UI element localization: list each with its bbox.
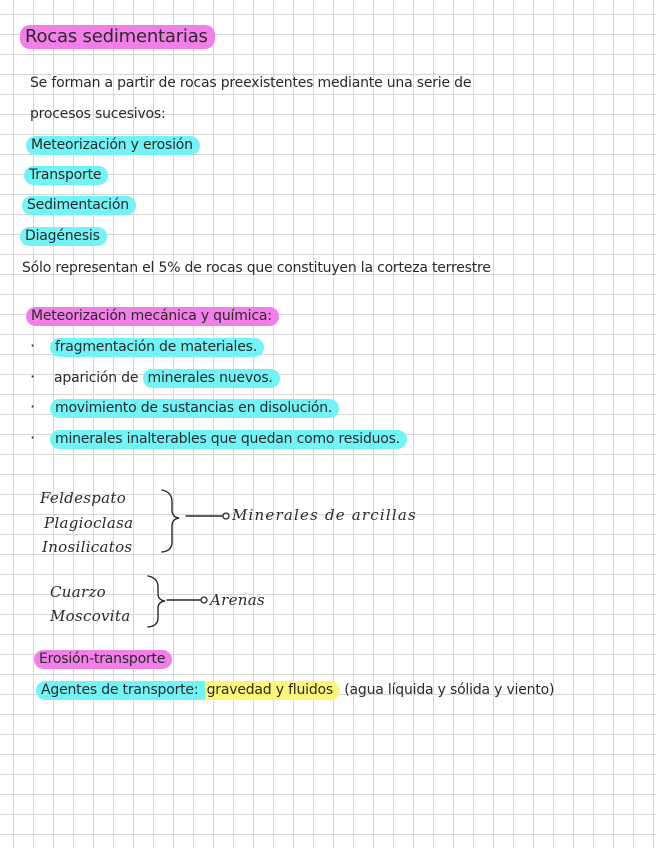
bullet-dot: · [30,428,36,447]
step-meteorizacion-text: Meteorización y erosión [26,136,200,155]
intro-line-2: procesos sucesivos: [30,106,166,122]
step-diagenesis-text: Diagénesis [20,227,107,246]
step-sedimentacion-text: Sedimentación [22,196,136,215]
arrow-2-head [201,597,207,603]
step-transporte-text: Transporte [24,166,108,185]
mineral-inosilicatos: Inosilicatos [42,538,133,556]
bullet-item-2-highlight: minerales nuevos. [143,369,280,388]
bullet-item-1-text: fragmentación de materiales. [50,338,264,357]
bullet-item-3-text: movimiento de sustancias en disolución. [50,399,339,418]
transport-agents-label: Agentes de transporte: [36,681,205,700]
transport-agents-rest: (agua líquida y sólida y viento) [340,682,555,698]
intro-line-1: Se forman a partir de rocas preexistentes mediante una serie de [30,75,472,91]
erosion-heading-text: Erosión-transporte [34,650,172,669]
mineral-feldespato: Feldespato [40,489,127,507]
bullet-item-4-text: minerales inalterables que quedan como residuos. [50,430,407,449]
arrow-1-head [223,513,229,519]
mineral-plagioclasa: Plagioclasa [44,514,134,532]
result-arcillas: Minerales de arcillas [232,506,417,524]
bullet-dot: · [30,397,36,416]
bullet-item-2-plain: aparición de [54,370,143,386]
mineral-moscovita: Moscovita [50,607,131,625]
mineral-cuarzo: Cuarzo [50,583,106,601]
bullet-dot: · [30,367,36,386]
erosion-heading [34,649,172,669]
summary-line: Sólo representan el 5% de rocas que constituyen la corteza terrestre [22,260,491,276]
page-title-text: Rocas sedimentarias [20,25,215,49]
result-arenas: Arenas [210,591,265,609]
brace-1 [162,490,179,552]
weathering-heading-text: Meteorización mecánica y química: [26,307,279,326]
transport-agents-highlight: gravedad y fluidos [205,681,340,700]
transport-agents-line [36,680,554,700]
brace-2 [148,576,165,627]
bullet-dot: · [30,336,36,355]
